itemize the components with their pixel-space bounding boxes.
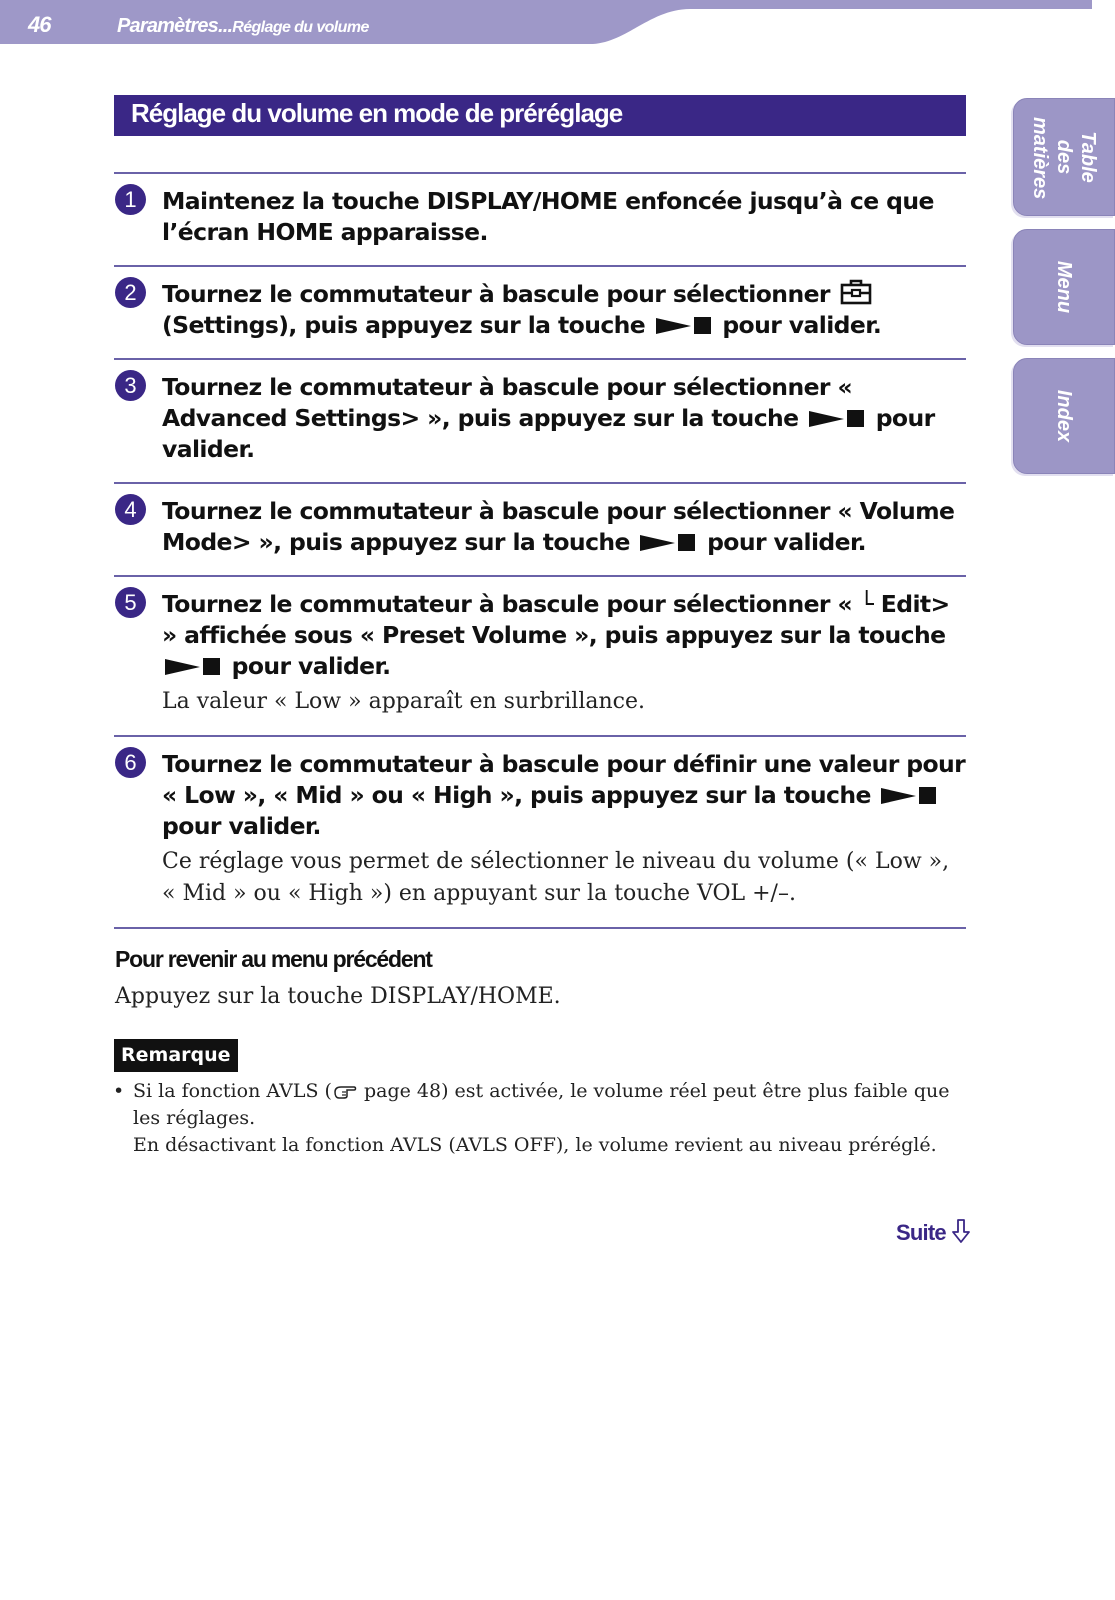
continue-link[interactable] <box>896 1218 971 1246</box>
remark-text-b: page 48) est activée, le volume réel peut être plus faible que les réglages. <box>133 1080 950 1129</box>
pointing-hand-icon[interactable] <box>333 1083 357 1099</box>
remark-body <box>113 1078 963 1159</box>
return-heading: Pour revenir au menu précédent <box>115 946 432 972</box>
step-5 <box>114 575 966 735</box>
tab-index[interactable] <box>1013 358 1115 474</box>
step-6 <box>114 735 966 929</box>
continue-label[interactable]: Suite <box>896 1220 946 1245</box>
steps-list <box>114 172 966 929</box>
play-stop-icon <box>880 784 938 806</box>
step-text <box>162 186 966 248</box>
step-number-6: 6 <box>115 747 146 778</box>
down-arrow-icon[interactable] <box>951 1218 971 1244</box>
section-title: Réglage du volume en mode de préréglage <box>114 95 966 136</box>
breadcrumb-subsection[interactable]: Réglage du volume <box>232 19 369 36</box>
step-4-text-a: Tournez le commutateur à bascule pour sélectionner « Volume Mode> », puis appuyez sur la touche <box>162 497 955 556</box>
step-text <box>162 279 966 341</box>
page-number: 46 <box>28 12 51 37</box>
return-body: Appuyez sur la touche DISPLAY/HOME. <box>115 984 561 1009</box>
play-stop-icon <box>808 407 866 429</box>
step-3-text-a: Tournez le commutateur à bascule pour sélectionner « Advanced Settings> », puis appuyez sur la touche <box>162 373 853 432</box>
remark-label: Remarque <box>114 1039 238 1072</box>
step-2-text-a: Tournez le commutateur à bascule pour sélectionner <box>162 280 830 308</box>
step-number-5: 5 <box>115 587 146 618</box>
play-stop-icon <box>655 314 713 336</box>
step-number-3: 3 <box>115 370 146 401</box>
step-number-2: 2 <box>115 277 146 308</box>
breadcrumb-section[interactable]: Paramètres... <box>117 15 233 37</box>
step-number-4: 4 <box>115 494 146 525</box>
remark-text-c: En désactivant la fonction AVLS (AVLS OFF), le volume revient au niveau préréglé. <box>133 1134 937 1156</box>
step-5-note: La valeur « Low » apparaît en surbrillance. <box>162 689 645 714</box>
play-stop-icon <box>164 655 222 677</box>
tab-menu-label[interactable]: Menu <box>1053 260 1075 314</box>
step-3-text-b: pour valider. <box>162 404 935 463</box>
tab-table-of-contents[interactable] <box>1013 98 1115 216</box>
remark-bullet: • <box>113 1080 125 1102</box>
step-2 <box>114 265 966 358</box>
step-6-text-a: Tournez le commutateur à bascule pour définir une valeur pour « Low », « Mid » ou « High », puis appuyez sur la touche <box>162 750 966 809</box>
step-6-note: Ce réglage vous permet de sélectionner le niveau du volume (« Low », « Mid » ou « High ») en appuyant sur la touche VOL +/–. <box>162 849 950 906</box>
tab-menu[interactable] <box>1013 229 1115 345</box>
play-stop-icon <box>639 531 697 553</box>
breadcrumb[interactable] <box>117 15 369 38</box>
step-5-text-a: Tournez le commutateur à bascule pour sélectionner « └ Edit> » affichée sous « Preset Volume », puis appuyez sur la touche <box>162 590 950 649</box>
step-2-text-b: (Settings), puis appuyez sur la touche <box>162 311 646 339</box>
step-number-1: 1 <box>115 184 146 215</box>
tab-table-of-contents-label[interactable]: Table des matières <box>1029 117 1099 200</box>
step-text <box>162 589 966 682</box>
step-text <box>162 496 966 558</box>
step-text <box>162 749 966 842</box>
settings-toolbox-icon <box>840 279 872 305</box>
step-3 <box>114 358 966 482</box>
tab-index-label[interactable]: Index <box>1053 389 1075 443</box>
step-2-text-c: pour valider. <box>722 311 882 339</box>
header-band <box>0 0 1115 46</box>
step-1-text: Maintenez la touche DISPLAY/HOME enfoncée jusqu’à ce que l’écran HOME apparaisse. <box>162 187 934 246</box>
step-5-text-b: pour valider. <box>231 652 391 680</box>
step-4-text-b: pour valider. <box>707 528 866 556</box>
remark-text-a: Si la fonction AVLS ( <box>133 1080 332 1102</box>
step-1 <box>114 172 966 265</box>
step-text <box>162 372 966 465</box>
step-6-text-b: pour valider. <box>162 812 321 840</box>
remark-text <box>133 1078 963 1159</box>
step-4 <box>114 482 966 575</box>
